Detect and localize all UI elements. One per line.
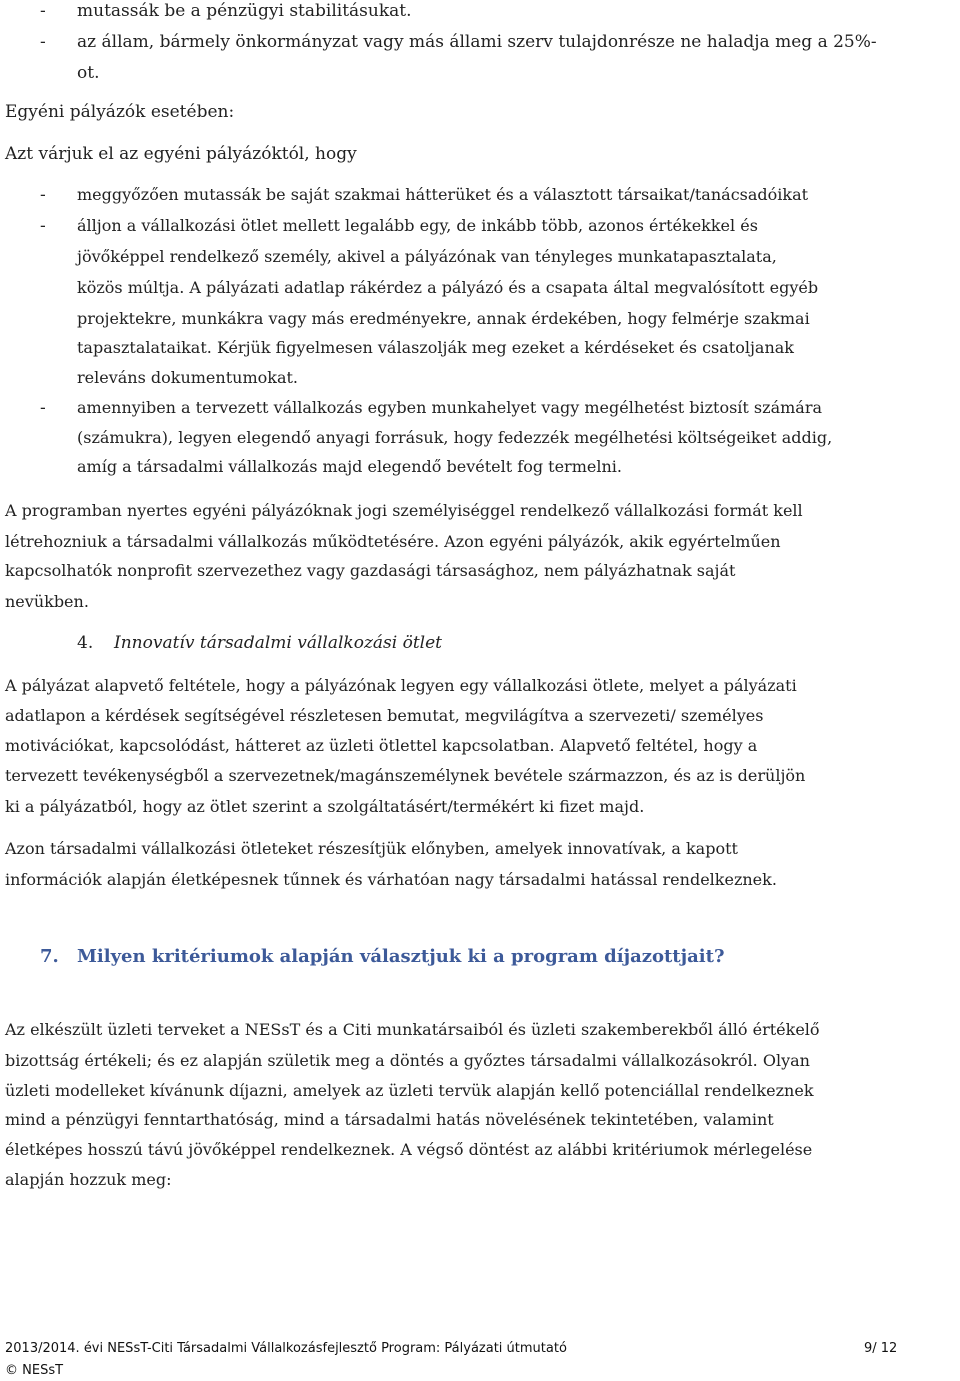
section-title: Innovatív társadalmi vállalkozási ötlet — [114, 633, 443, 653]
section-7-heading — [40, 945, 725, 969]
bullet-text: projektekre, munkákra vagy más eredményekre, annak érdekében, hogy felmérje szakmai — [77, 309, 810, 328]
paragraph-line: létrehozniuk a társadalmi vállalkozás működtetésére. Azon egyéni pályázók, akik egyértelműen — [5, 532, 781, 551]
bullet-text: ot. — [77, 63, 100, 83]
bullet-dash: - — [40, 216, 46, 236]
paragraph-line: üzleti modelleket kívánunk díjazni, amelyek az üzleti tervük alapján kellő potenciállal rendelkeznek — [5, 1081, 814, 1100]
bullet-dash: - — [40, 185, 46, 205]
section-number: 7. — [40, 946, 59, 967]
individual-heading: Egyéni pályázók esetében: — [5, 102, 235, 122]
bullet-text: az állam, bármely önkormányzat vagy más állami szerv tulajdonrésze ne haladja meg a 25%- — [77, 32, 877, 52]
bullet-dash: - — [40, 1, 46, 21]
section-4-heading — [77, 632, 442, 654]
bullet-text: meggyőzően mutassák be saját szakmai hátterüket és a választott társaikat/tanácsadóikat — [77, 185, 809, 204]
paragraph-line: nevükben. — [5, 592, 89, 611]
section-title: Milyen kritériumok alapján választjuk ki a program díjazottjait? — [77, 946, 725, 967]
section-number: 4. — [77, 633, 94, 653]
footer-program: 2013/2014. évi NESsT-Citi Társadalmi Vállalkozásfejlesztő Program: Pályázati útmutató — [5, 1341, 567, 1356]
paragraph-line: ki a pályázatból, hogy az ötlet szerint a szolgáltatásért/termékért ki fizet majd. — [5, 797, 645, 816]
paragraph-line: tervezett tevékenységből a szervezetnek/magánszemélynek bevétele származzon, és az is derüljön — [5, 766, 806, 785]
paragraph-line: bizottság értékeli; és ez alapján születik meg a döntés a győztes társadalmi vállalkozásokról. Olyan — [5, 1051, 810, 1070]
footer-copyright: © NESsT — [5, 1363, 64, 1378]
paragraph-line: adatlapon a kérdések segítségével részletesen bemutat, megvilágítva a szervezeti/ személyes — [5, 706, 764, 725]
paragraph-line: alapján hozzuk meg: — [5, 1170, 172, 1189]
paragraph-line: A pályázat alapvető feltétele, hogy a pályázónak legyen egy vállalkozási ötlete, melyet a pályázati — [5, 676, 797, 695]
bullet-text: (számukra), legyen elegendő anyagi forrásuk, hogy fedezzék megélhetési költségeiket addig, — [77, 428, 833, 447]
paragraph-line: életképes hosszú távú jövőképpel rendelkeznek. A végső döntést az alábbi kritériumok mérlegelése — [5, 1140, 813, 1159]
paragraph-line: mind a pénzügyi fenntarthatóság, mind a társadalmi hatás növelésének tekintetében, valamint — [5, 1110, 774, 1129]
bullet-text: tapasztalataikat. Kérjük figyelmesen válaszolják meg ezeket a kérdéseket és csatoljanak — [77, 338, 794, 357]
bullet-text: amennyiben a tervezett vállalkozás egyben munkahelyet vagy megélhetést biztosít számára — [77, 398, 822, 417]
bullet-dash: - — [40, 398, 46, 418]
individual-intro: Azt várjuk el az egyéni pályázóktól, hogy — [5, 144, 357, 164]
bullet-text: releváns dokumentumokat. — [77, 368, 298, 387]
bullet-text: amíg a társadalmi vállalkozás majd elegendő bevételt fog termelni. — [77, 457, 622, 476]
paragraph-line: Azon társadalmi vállalkozási ötleteket részesítjük előnyben, amelyek innovatívak, a kapott — [5, 839, 738, 858]
bullet-text: jövőképpel rendelkező személy, akivel a pályázónak van tényleges munkatapasztalata, — [77, 247, 777, 266]
paragraph-line: Az elkészült üzleti terveket a NESsT és a Citi munkatársaiból és üzleti szakemberekből álló értékelő — [5, 1020, 820, 1039]
paragraph-line: A programban nyertes egyéni pályázóknak jogi személyiséggel rendelkező vállalkozási formát kell — [5, 501, 803, 520]
bullet-text: álljon a vállalkozási ötlet mellett legalább egy, de inkább több, azonos értékekkel és — [77, 216, 758, 235]
paragraph-line: kapcsolhatók nonprofit szervezethez vagy gazdasági társasághoz, nem pályázhatnak saját — [5, 561, 736, 580]
bullet-dash: - — [40, 32, 46, 52]
bullet-text: közös múltja. A pályázati adatlap rákérdez a pályázó és a csapata által megvalósított egyéb — [77, 278, 819, 297]
page-number: 9/ 12 — [864, 1341, 898, 1356]
paragraph-line: motivációkat, kapcsolódást, hátteret az üzleti ötlettel kapcsolatban. Alapvető feltétel, hogy a — [5, 736, 758, 755]
paragraph-line: információk alapján életképesnek tűnnek és várhatóan nagy társadalmi hatással rendelkeznek. — [5, 870, 777, 889]
bullet-text: mutassák be a pénzügyi stabilitásukat. — [77, 1, 412, 21]
